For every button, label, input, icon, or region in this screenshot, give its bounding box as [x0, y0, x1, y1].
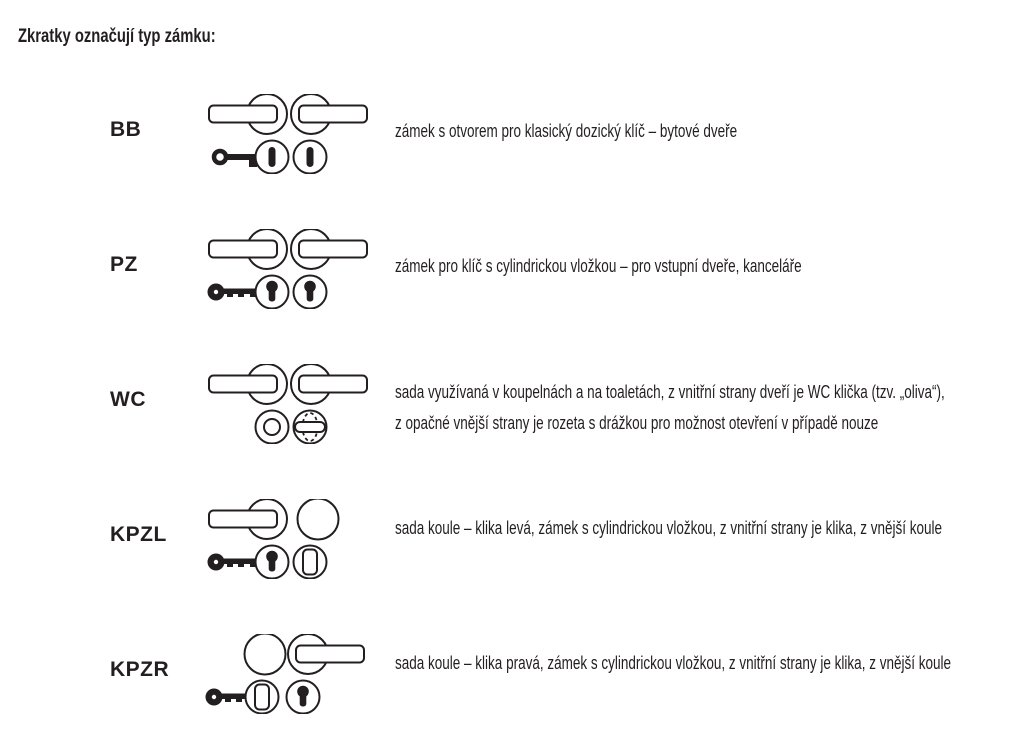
- description-line: zámek pro klíč s cylindrickou vložkou – pro vstupní dveře, kanceláře: [395, 256, 802, 276]
- pz-keyhole-rosette-icon: [287, 681, 320, 714]
- handle-left-icon: [209, 499, 287, 539]
- handle-right-icon: [291, 364, 367, 404]
- lock-type-row: [0, 229, 1011, 309]
- lock-pictogram: [205, 94, 375, 174]
- lock-type-description: [395, 251, 802, 282]
- lock-type-row: [0, 364, 1011, 444]
- lock-type-description: [395, 377, 945, 439]
- lock-type-code: WC: [110, 388, 146, 411]
- lock-type-row: [0, 94, 1011, 174]
- blind-rosette-icon: [294, 546, 327, 579]
- lock-type-code: PZ: [110, 253, 138, 276]
- lock-type-row: [0, 634, 1011, 714]
- lock-pictogram: [205, 229, 375, 309]
- wc-groove-rosette-icon: [256, 411, 289, 444]
- modern-key-icon: [208, 284, 257, 301]
- handle-right-icon: [291, 229, 367, 269]
- lock-pictogram: [205, 364, 375, 444]
- lock-type-row: [0, 499, 1011, 579]
- lock-type-code: BB: [110, 118, 142, 141]
- handle-left-icon: [209, 94, 287, 134]
- handle-left-icon: [209, 229, 287, 269]
- classic-key-icon: [214, 151, 257, 167]
- bb-keyhole-rosette-icon: [294, 141, 327, 174]
- knob-icon: [298, 499, 339, 540]
- page-title: Zkratky označují typ zámku:: [18, 26, 216, 47]
- description-line: sada využívaná v koupelnách a na toaletách, z vnitřní strany dveří je WC klička (tzv. „oliva“),: [395, 382, 945, 402]
- wc-oliva-rosette-icon: [294, 411, 327, 444]
- description-line: zámek s otvorem pro klasický dozický klíč – bytové dveře: [395, 121, 738, 141]
- pz-keyhole-rosette-icon: [256, 276, 289, 309]
- blind-rosette-icon: [246, 681, 279, 714]
- pz-keyhole-rosette-icon: [256, 546, 289, 579]
- pz-keyhole-rosette-icon: [294, 276, 327, 309]
- knob-icon: [245, 634, 286, 675]
- lock-type-code: KPZL: [110, 523, 167, 546]
- lock-type-description: [395, 648, 951, 679]
- lock-type-description: [395, 513, 942, 544]
- description-line: z opačné vnější strany je rozeta s drážkou pro možnost otevření v případě nouze: [395, 413, 879, 433]
- bb-keyhole-rosette-icon: [256, 141, 289, 174]
- lock-type-code: KPZR: [110, 658, 170, 681]
- lock-pictogram: [205, 634, 375, 714]
- description-line: sada koule – klika levá, zámek s cylindrickou vložkou, z vnitřní strany je klika, z vnější koule: [395, 518, 942, 538]
- description-line: sada koule – klika pravá, zámek s cylindrickou vložkou, z vnitřní strany je klika, z vnější koule: [395, 653, 951, 673]
- lock-type-description: [395, 116, 737, 147]
- lock-pictogram: [205, 499, 375, 579]
- modern-key-icon: [208, 554, 257, 571]
- handle-left-icon: [209, 364, 287, 404]
- handle-right-icon: [288, 634, 364, 674]
- handle-right-icon: [291, 94, 367, 134]
